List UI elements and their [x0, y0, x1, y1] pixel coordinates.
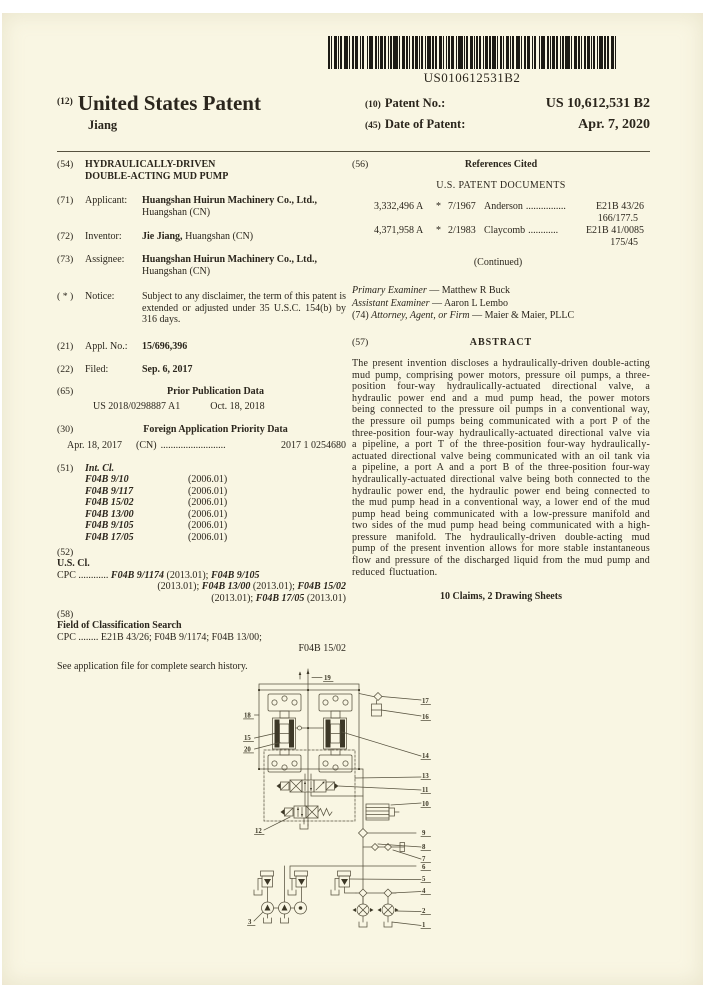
section-71-applicant	[57, 195, 346, 218]
reference-row	[352, 201, 644, 213]
int-cl-code: F04B 9/117	[85, 485, 134, 497]
date-value: Apr. 7, 2020	[578, 117, 650, 132]
assistant-examiner-line	[352, 298, 650, 310]
label-12: 12	[255, 828, 262, 835]
arrow-icon	[299, 671, 302, 675]
cpc-version: (2013.01);	[211, 593, 254, 605]
assignee-value	[142, 254, 346, 277]
patent-no-value: US 10,612,531 B2	[545, 96, 650, 111]
dash: —	[432, 297, 442, 309]
patent-no-code: (10)	[365, 100, 381, 110]
int-cl-row	[85, 497, 346, 509]
ref-date: 7/1967	[448, 201, 476, 213]
prior-pub-number: US 2018/0298887 A1	[93, 400, 181, 412]
date-label: Date of Patent:	[384, 117, 466, 131]
cpc-line-1	[57, 570, 346, 582]
junction-dot	[258, 689, 260, 691]
label-11: 11	[422, 787, 429, 794]
attorney-name: Maier & Maier, PLLC	[484, 309, 575, 321]
field-search-line-2: F04B 15/02	[298, 643, 346, 655]
inventor-surname: Jiang	[88, 118, 118, 132]
header-rule	[57, 151, 650, 152]
tag-54: (54)	[57, 159, 74, 170]
label-2: 2	[422, 908, 426, 915]
cpc-version: (2013.01)	[306, 593, 346, 605]
section-56-references	[352, 159, 650, 191]
applicant-label: Applicant:	[85, 195, 128, 207]
gauge-port	[298, 726, 302, 730]
check-valve-4b	[384, 889, 392, 897]
cpc-version: (2013.01);	[157, 581, 200, 593]
check-valve-8	[372, 844, 379, 851]
assignee-label: Assignee:	[85, 253, 125, 265]
junction-dot	[307, 689, 309, 691]
cpc-line-3	[57, 593, 346, 605]
int-cl-version: (2006.01)	[188, 485, 228, 497]
return-line-6	[290, 866, 416, 879]
label-19: 19	[324, 675, 331, 682]
claims-line: 10 Claims, 2 Drawing Sheets	[440, 591, 562, 603]
tag-65: (65)	[57, 386, 74, 398]
ref-classification: E21B 41/0085	[585, 225, 644, 237]
notice-text: Subject to any disclaimer, the term of this patent is extended or adjusted under 35 U.S.C. 154(b) by 316 days.	[142, 291, 346, 326]
cpc-code: F04B 13/00	[201, 581, 251, 593]
cpc-code: F04B 17/05	[255, 593, 305, 605]
hydraulic-schematic-figure	[228, 666, 480, 965]
tag-58: (58)	[57, 608, 74, 620]
tank-icon	[300, 824, 308, 829]
page-title: United States Patent	[77, 91, 261, 115]
label-3: 3	[248, 919, 252, 926]
label-16: 16	[422, 714, 429, 721]
relief-valve-left-b	[288, 871, 308, 902]
relief-valve-5	[331, 871, 356, 895]
tank-icon	[288, 890, 296, 895]
tag-22: (22)	[57, 363, 74, 375]
pipe-line	[363, 897, 388, 904]
field-search-heading: Field of Classification Search	[57, 620, 182, 632]
power-motor-2	[353, 904, 374, 927]
tag-30: (30)	[57, 424, 74, 436]
patent-number-row	[365, 96, 650, 112]
attorney-line	[352, 310, 650, 322]
appl-no-label: Appl. No.:	[85, 340, 128, 352]
int-cl-code: F04B 9/105	[85, 520, 134, 532]
tag-72: (72)	[57, 231, 74, 243]
leader-dots: ............	[528, 225, 559, 237]
cpc-label: CPC	[57, 569, 76, 581]
int-cl-row	[85, 486, 346, 498]
assistant-examiner-label: Assistant Examiner	[352, 297, 430, 309]
references-heading: References Cited	[464, 159, 538, 170]
label-17: 17	[422, 698, 429, 705]
int-cl-row	[85, 520, 346, 532]
inventor-value	[142, 231, 346, 243]
header-left	[57, 91, 261, 133]
patent-no-label: Patent No.:	[384, 96, 446, 110]
leader-dots: ............	[78, 569, 109, 581]
section-73-assignee	[57, 254, 346, 277]
right-cylinder-assembly	[319, 694, 352, 772]
tag-56: (56)	[352, 159, 369, 170]
left-cylinder-assembly	[268, 694, 301, 772]
title-line-2: DOUBLE-ACTING MUD PUMP	[85, 170, 229, 182]
section-notice	[57, 291, 346, 326]
applicant-name: Huangshan Huirun Machinery Co., Ltd.,	[142, 195, 318, 207]
primary-examiner-label: Primary Examiner	[352, 285, 427, 297]
section-22-filed	[57, 364, 346, 376]
ref-name: Anderson	[484, 201, 523, 213]
tag-71: (71)	[57, 195, 74, 207]
continued-note: (Continued)	[473, 256, 523, 268]
int-cl-code: F04B 9/10	[85, 474, 129, 486]
label-13: 13	[422, 773, 429, 780]
scanned-paper-sheet	[2, 13, 703, 985]
abstract-heading: ABSTRACT	[469, 337, 533, 349]
tag-57: (57)	[352, 337, 369, 349]
int-cl-row	[85, 509, 346, 521]
tag-51: (51)	[57, 462, 74, 474]
ref-star: *	[436, 201, 441, 213]
ref-number: 3,332,496 A	[374, 201, 424, 213]
reference-list	[352, 201, 650, 268]
applicant-value	[142, 195, 346, 218]
priority-number: 2017 1 0254680	[281, 439, 346, 451]
kind-code-number: (12)	[57, 97, 73, 107]
abstract-heading-row	[352, 337, 650, 349]
tank-icon	[254, 890, 262, 895]
ref-name: Claycomb	[484, 225, 526, 237]
ref-classification: E21B 43/26	[595, 201, 644, 213]
priority-date: Apr. 18, 2017	[67, 439, 122, 451]
label-7: 7	[422, 856, 426, 863]
int-cl-row	[85, 474, 346, 486]
search-history-note: See application file for complete search history.	[57, 661, 248, 672]
cpc-version: (2013.01);	[166, 569, 209, 581]
tank-icon	[264, 914, 272, 923]
cpc-code: F04B 9/1174	[110, 569, 164, 581]
tag-74: (74)	[352, 309, 369, 321]
int-cl-code: F04B 13/00	[85, 508, 134, 520]
examiner-block	[352, 285, 650, 322]
cpc-code: F04B 9/105	[210, 569, 260, 581]
int-cl-version: (2006.01)	[188, 508, 228, 520]
foreign-priority-line	[67, 440, 346, 452]
assignee-location: Huangshan (CN)	[142, 265, 211, 277]
power-motor-1	[378, 904, 399, 927]
reference-row	[352, 225, 644, 237]
prior-pub-date: Oct. 18, 2018	[210, 400, 265, 412]
dash: —	[429, 285, 440, 297]
leader-dots: ........	[78, 631, 99, 643]
tag-52: (52)	[57, 546, 74, 558]
attorney-label: Attorney, Agent, or Firm	[371, 309, 470, 321]
header-right	[365, 96, 650, 138]
junction-dot	[258, 768, 260, 770]
label-4: 4	[422, 888, 426, 895]
check-valve-4a	[359, 889, 367, 897]
label-6: 6	[422, 864, 426, 871]
field-search-line-1	[57, 632, 346, 644]
inventor-label: Inventor:	[85, 231, 122, 243]
tank-icon	[384, 922, 392, 927]
dash: —	[472, 309, 483, 321]
filed-value: Sep. 6, 2017	[142, 363, 193, 375]
cpc-line-2	[57, 581, 346, 593]
applicant-location: Huangshan (CN)	[142, 206, 211, 218]
section-54-title	[57, 159, 346, 182]
label-5: 5	[422, 876, 426, 883]
tag-73: (73)	[57, 253, 74, 265]
label-14: 14	[422, 753, 429, 760]
label-9: 9	[422, 830, 426, 837]
appl-no-value: 15/696,396	[142, 340, 188, 352]
title-line-1: HYDRAULICALLY-DRIVEN	[85, 159, 216, 170]
int-cl-heading: Int. Cl.	[85, 462, 115, 474]
cpc-code: F04B 15/02	[297, 581, 346, 593]
arrow-icon	[307, 669, 310, 674]
inventor-name: Jie Jiang,	[142, 231, 183, 243]
tank-icon	[331, 890, 339, 895]
us-patent-documents-heading: U.S. PATENT DOCUMENTS	[436, 179, 566, 191]
section-51-int-cl	[57, 463, 346, 544]
section-65-prior-publication	[57, 386, 346, 412]
ref-classification-2: 175/45	[610, 236, 638, 248]
barcode-bars-icon	[328, 36, 616, 69]
label-20: 20	[244, 746, 251, 754]
notice-label: Notice:	[85, 291, 115, 303]
pulsation-damper-10	[366, 804, 399, 820]
invention-title	[85, 159, 346, 182]
tank-icon	[281, 914, 289, 923]
int-cl-code: F04B 15/02	[85, 497, 134, 509]
tank-icon	[359, 922, 367, 927]
prior-pub-heading: Prior Publication Data	[166, 386, 265, 398]
section-52-us-cl	[57, 547, 346, 605]
section-30-foreign-priority	[57, 424, 346, 451]
date-code: (45)	[365, 121, 381, 131]
priority-country: (CN)	[136, 439, 157, 451]
patent-date-row	[365, 117, 650, 133]
left-column	[57, 159, 346, 684]
prior-pub-line	[57, 401, 346, 413]
section-58-field-of-search	[57, 609, 346, 673]
field-search-codes: E21B 43/26; F04B 9/1174; F04B 13/00;	[100, 631, 262, 643]
right-column	[352, 159, 650, 603]
pipe-line	[359, 694, 374, 697]
ref-star: *	[436, 225, 441, 237]
label-8: 8	[422, 844, 426, 851]
label-1: 1	[422, 922, 426, 929]
assignee-name: Huangshan Huirun Machinery Co., Ltd.,	[142, 253, 318, 265]
barcode-text: US010612531B2	[423, 70, 521, 85]
section-21-appl-no	[57, 341, 346, 353]
foreign-priority-heading: Foreign Application Priority Data	[143, 424, 288, 436]
int-cl-version: (2006.01)	[188, 474, 228, 486]
tag-21: (21)	[57, 340, 74, 352]
us-cl-heading: U.S. Cl.	[57, 558, 90, 570]
check-valve-17	[374, 693, 382, 701]
patent-barcode	[328, 36, 616, 86]
section-72-inventor	[57, 231, 346, 243]
primary-examiner-line	[352, 285, 650, 297]
int-cl-version: (2006.01)	[188, 532, 228, 544]
directional-valve-11	[277, 774, 364, 806]
primary-examiner-name: Matthew R Buck	[441, 285, 511, 297]
label-15: 15	[244, 735, 251, 742]
int-cl-row	[85, 532, 346, 544]
ref-number: 4,371,958 A	[374, 225, 424, 237]
label-18: 18	[244, 712, 251, 720]
cpc-label: CPC	[57, 631, 76, 643]
ref-classification-2: 166/177.5	[597, 212, 638, 224]
label-10: 10	[422, 801, 429, 808]
oil-pumps-and-motor	[262, 866, 307, 923]
int-cl-code: F04B 17/05	[85, 532, 134, 544]
ref-date: 2/1983	[448, 225, 476, 237]
leader-dots: ..........................	[160, 439, 226, 451]
junction-dot	[358, 689, 360, 691]
abstract-text: The present invention discloses a hydraulically-driven double-acting mud pump, comprising power motors, pressure oil pumps, a three-position four-way hydraulically-actuated directional valve, a hydraulic power end and a mud pump head, the power motors being connected to the pressure oil pumps in a conventional way, the pressure oil pumps being communicated with a port P of the three-position four-way hydraulically-actuated directional valve via a pipeline, a port T of the three-position four-way hydraulically-actuated directional valve being communicated with an oil tank via a pipeline, a port A and a port B of the three-position four-way hydraulically-actuated directional valve being both connected to the hydraulic power end, the hydraulic power end being connected to the mud pump head in a conventional way, a lower end of the mud pump head being communicated with a low-pressure manifold and two sides of the mud pump head being communicated with a high-pressure manifold. The hydraulically-driven double-acting mud pump of the present invention allows for more stable instantaneous flow and pressure of the discharged liquid from the mud pump and reduced fluctuation.	[352, 357, 650, 578]
int-cl-version: (2006.01)	[188, 520, 228, 532]
int-cl-version: (2006.01)	[188, 497, 228, 509]
tag-notice: ( * )	[57, 291, 74, 303]
assistant-examiner-name: Aaron L Lembo	[443, 297, 509, 309]
cpc-version: (2013.01);	[252, 581, 295, 593]
check-valve-9	[359, 829, 368, 838]
filed-label: Filed:	[85, 363, 109, 375]
hydraulic-schematic-drawing	[228, 666, 480, 960]
inventor-location: Huangshan (CN)	[185, 231, 254, 243]
leader-dots: ................	[525, 201, 566, 213]
relief-valve-left-a	[254, 871, 274, 902]
